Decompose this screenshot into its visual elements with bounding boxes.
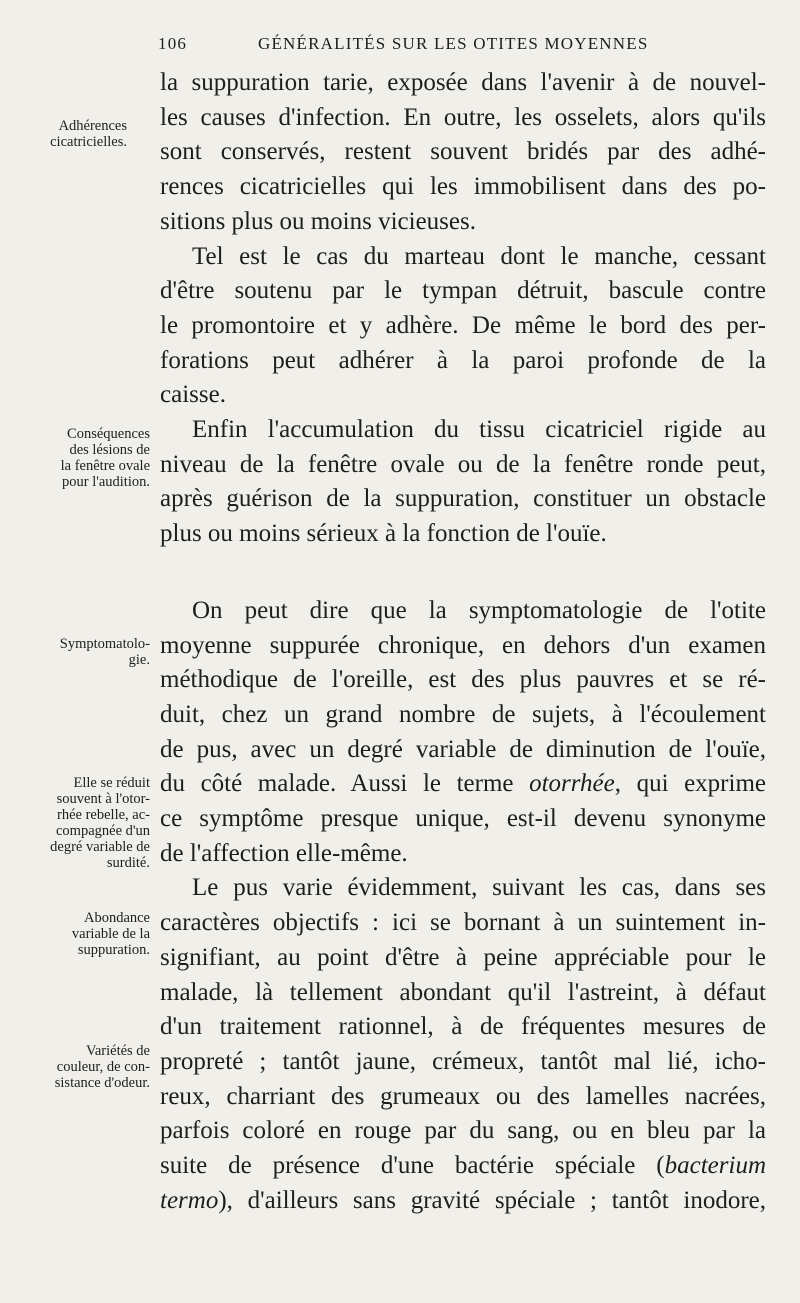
paragraph: Tel est le cas du marteau dont le manche, cessant d'être soutenu par le tympan détruit, bascule contre le promontoire et y adhère. De même le bord des per- forations peut adhérer à la paroi profonde de la caisse. — [160, 242, 766, 409]
margin-note-otorrhee: Elle se réduit souvent à l'otor- rhée rebelle, ac- compagnée d'un degré variable de surdité. — [50, 775, 150, 871]
body-text — [160, 66, 766, 1219]
margin-note-consequences: Conséquences des lésions de la fenêtre ovale pour l'audition. — [60, 426, 150, 490]
paragraph: Enfin l'accumulation du tissu cicatriciel rigide au niveau de la fenêtre ovale ou de la fenêtre ronde peut, après guérison de la suppuration, constituer un obstacle plus ou moins sérieux à la fonction de l'ouïe. — [160, 416, 766, 548]
paragraph: On peut dire que la symptomatologie de l'otite moyenne suppurée chronique, en dehors d'un examen méthodique de l'oreille, est des plus pauvres et se ré- duit, chez un grand nombre de sujets, à l'écoulement de pus, avec un degré variable de diminution de l'ouïe, du côté malade. Aussi le terme otorrhée, qui exprime ce symptôme presque unique, est-il devenu synonyme de l'affection elle-même. — [160, 596, 766, 867]
margin-note-symptomatologie: Symptomatolo- gie. — [59, 636, 150, 668]
page-number: 106 — [158, 34, 188, 53]
running-header — [158, 30, 758, 62]
paragraph: Le pus varie évidemment, suivant les cas, dans ses caractères objectifs : ici se bornant à un suintement in- signifiant, au point d'être à peine appréciable pour le malade, là tellement abondant qu'il l'astreint, à défaut d'un traitement rationnel, à de fréquentes mesures de propreté ; tantôt jaune, crémeux, tantôt mal lié, icho- reux, charriant des grumeaux ou des lamelles nacrées, parfois coloré en rouge par du sang, ou en bleu par la suite de présence d'une bactérie spéciale (bacterium termo), d'ailleurs sans gravité spéciale ; tantôt inodore, — [160, 874, 766, 1214]
paragraph: la suppuration tarie, exposée dans l'avenir à de nouvel- les causes d'infection. En outre, les osselets, alors qu'ils sont conservés, restent souvent bridés par des adhé- rences cicatricielles qui les immobilisent dans des po- sitions plus ou moins vicieuses. — [160, 69, 766, 235]
running-title: GÉNÉRALITÉS SUR LES OTITES MOYENNES — [258, 34, 649, 53]
margin-note-varietes: Variétés de couleur, de con- sistance d'odeur. — [54, 1043, 150, 1091]
margin-note-abondance: Abondance variable de la suppuration. — [71, 910, 150, 958]
margin-note-adherences: Adhérences cicatricielles. — [50, 118, 127, 150]
